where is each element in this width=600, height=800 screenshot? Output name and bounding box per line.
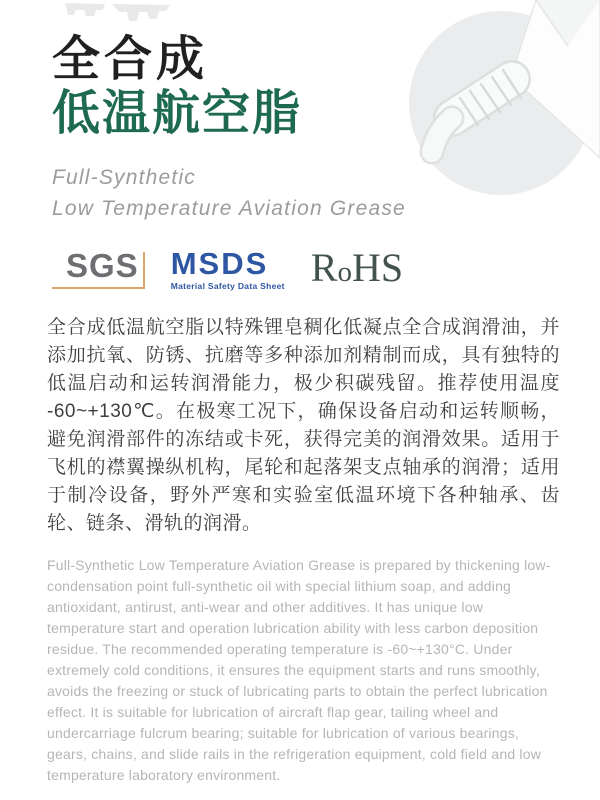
gear-icon — [112, 4, 170, 21]
description-english: Full-Synthetic Low Temperature Aviation Grease is prepared by thickening low-condensation point full-synthetic oil with special lithium soap, and adding antioxidant, antirust, anti-wear and other additives. It has unique low temperature start and operation lubrication ability with less carbon deposition residue. The recommended operating temperature is -60~+130°C. Under extremely cold conditions, it ensures the equipment starts and runs smoothly, avoids the freezing or stuck of lubricating parts to obtain the perfect lubrication effect. It is suitable for lubrication of aircraft flap gear, tailing wheel and undercarriage fulcrum bearing; suitable for lubrication of various bearings, gears, chains, and slide rails in the refrigeration equipment, cold field and low temperature laboratory environment. — [47, 557, 551, 783]
sgs-badge — [52, 246, 145, 293]
msds-badge — [171, 246, 285, 291]
title-block — [52, 34, 302, 140]
msds-subtitle: Material Safety Data Sheet — [170, 281, 285, 291]
rohs-label-r: R — [310, 245, 338, 290]
rohs-badge — [311, 246, 403, 290]
rohs-label-hs: HS — [351, 245, 404, 290]
subtitle-en-line1: Full-Synthetic — [52, 166, 197, 189]
description-chinese: 全合成低温航空脂以特殊锂皂稠化低凝点全合成润滑油，并添加抗氧、防锈、抗磨等多种添加剂精制而成，具有独特的低温启动和运转润滑能力，极少积碳残留。推荐使用温度 -60~+130℃。在极寒工况下，确保设备启动和运转顺畅，避免润滑部件的冻结或卡死，获得完美的润滑效果。适用于飞机的襟翼操纵机构，尾轮和起落架支点轴承的润滑；适用于制冷设备，野外严寒和实验室低温环境下各种轴承、齿轮、链条、滑轨的润滑。 — [47, 317, 560, 534]
sgs-underline-decoration — [52, 287, 145, 289]
rohs-label-o: o — [337, 256, 352, 288]
gear-icon — [65, 3, 105, 16]
subtitle-block — [52, 162, 406, 224]
subtitle-en-line2: Low Temperature Aviation Grease — [52, 197, 406, 220]
page-title-cn-line2: 低温航空脂 — [52, 87, 303, 140]
page-title-cn-line1: 全合成 — [52, 33, 209, 86]
sgs-label: SGS — [66, 247, 139, 284]
gear-fragment-icons — [62, 0, 174, 26]
sgs-vertical-line-decoration — [143, 252, 145, 289]
msds-label: MSDS — [170, 246, 269, 281]
certification-badges — [52, 246, 403, 293]
grease-tube-image — [390, 0, 600, 215]
